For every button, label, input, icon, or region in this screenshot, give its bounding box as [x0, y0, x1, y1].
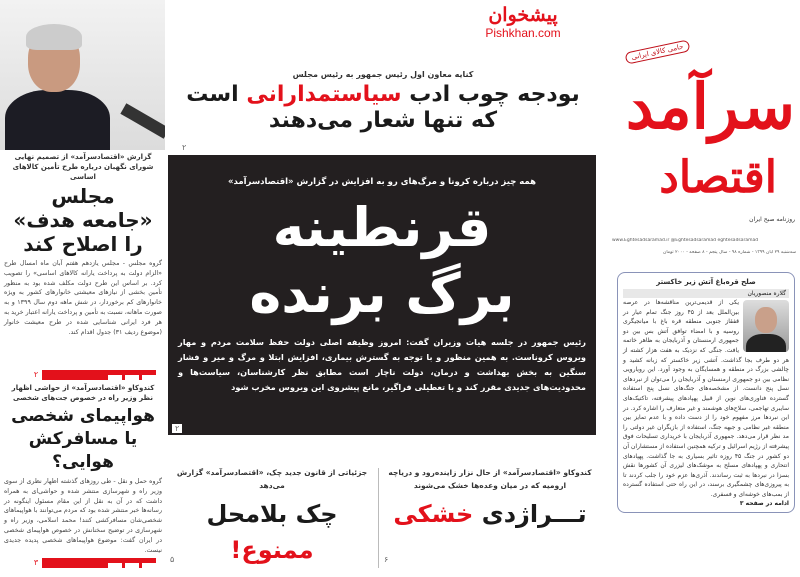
social-links: www.Eghtesadsaramad.ir @Eghtesadsaramad eghtesadsaramad [612, 238, 759, 243]
lead-headline[interactable]: بودجه چوب ادب سیاستمدارانی است [186, 82, 580, 107]
dateline: سه‌شنبه ۲۹ آبان ۱۳۹۹ - شماره ۹۸ - سال پنجم - ۸ صفحه - ۲۰۰۰ تومان [663, 250, 796, 255]
editorial-body: یکی از قدیمی‌ترین مناقشه‌ها در عرصه بین‌الملل بعد از ۴۵ روز جنگ تمام عیار در قفقاز جنوبی منطقه قره باغ با میانجیگری روسیه و با امضاء توافق آتش بس بین دو جمهوری ارمنستان و آذربایجان به ظاهر خاتمه یافت. جنگی که نزدیک به هفت هزار کشته از هر دو طرف بجا گذاشت. آتشی زیر خاکستر که زبانه کشید و چالشی بزرگ در منطقه و همسایگان به وجود آورد. این رویارویی نظامی بین دو جمهوری ارمنستان و آذربایجان را می‌توان از نبردهای نسل پنج دانست. از مشخصه‌های جنگ‌های نسل پنج استفاده گسترده فناوری‌های نوین از قبیل پهپادهای پیشرفته، تاکتیک‌های سایبری تهاجمی، سلاح‌های هوشمند و غیر متعارف را اشاره کرد. در این نبردها مرز مفهوم خود را از دست داده و با عدم تمایز بین منطقه غیر نظامی و جبهه جنگ، استفاده از بازیگران غیر دولتی را مد نظر قرار می‌دهد. جمهوری آذربایجان با خریداری تسلیحات فوق پیشرفته از رژیم اسرائیل و ترکیه همچنین استفاده از مستشاران آن دو کشور در جنگ ۴۵ روزه تاثیر بسیاری به جا گذاشت. پهپادهای انتحاری و پهپادهای مسلح به موشک‌های لیزری آن کشورها نقش بسزا در نبردها به ثبت رساندند. آذری‌ها عزم خود را جلب کردند تا به پیروزی‌های چشمگیری برسند، در این راه حتی استفاده گسترده از بمب‌های خوشه‌ای و فسفری. [623, 299, 789, 498]
main-story[interactable]: همه چیز درباره کرونا و مرگ‌های رو به افزایش در گزارش «اقتصادسرآمد» قرنطینه برگ برنده رئیس جمهور در جلسه هیات وزیران گفت: امروز وظیفه اصلی دولت حفظ سلامت مردم و مهار ویروس کروناست. به همین منظور و با توجه به گسترش بیماری، افزایش ابتلا و مرگ و میر و فشار سنگین به بخش بهداشت و درمان، دولت ناچار است مطابق نظر کارشناسان، سیاست‌ها و محدودیت‌های جدیدی مقرر کند و با تعطیلی فراگیر، مانع پیشروی این ویروس مخرب شود ۲ [168, 155, 596, 435]
lead-story[interactable]: کنایه معاون اول رئیس جمهور به رئیس مجلس بودجه چوب ادب سیاستمدارانی است که تنها شعار می‌دهند [168, 68, 598, 134]
author-photo [743, 300, 789, 352]
section-bar [30, 558, 156, 568]
politician-photo [0, 0, 165, 150]
article-drought[interactable]: کندوکاو «اقتصادسرآمد» از حال نزار زاینده‌رود و دریاچه ارومیه که در میان وعده‌ها خشک می‌شوند تـــراژدی خشکی [388, 468, 592, 528]
editorial-box[interactable]: صلح قره‌باغ آتش زیر خاکستر گلاره منصوریان یکی از قدیمی‌ترین مناقشه‌ها در عرصه بین‌الملل بعد از ۴۵ روز جنگ تمام عیار در قفقاز جنوبی منطقه قره باغ با میانجیگری روسیه و با امضاء توافق آتش بس بین دو جمهوری ارمنستان و آذربایجان به ظاهر خاتمه یافت. جنگی که نزدیک به هفت هزار کشته از هر دو طرف بجا گذاشت. آتشی زیر خاکستر که زبانه کشید و چالشی بزرگ در منطقه و همسایگان به وجود آورد. این رویارویی نظامی بین دو جمهوری ارمنستان و آذربایجان را می‌توان از نبردهای نسل پنج دانست. از مشخصه‌های جنگ‌های نسل پنج استفاده گسترده فناوری‌های نوین از قبیل پهپادهای پیشرفته، تاکتیک‌های سایبری تهاجمی، سلاح‌های هوشمند و غیر متعارف را اشاره کرد. در این نبردها مرز مفهوم خود را از دست داده و با عدم تمایز بین منطقه غیر نظامی و جبهه جنگ، استفاده از بازیگران غیر دولتی را مد نظر قرار می‌دهد. جمهوری آذربایجان با خریداری تسلیحات فوق پیشرفته از رژیم اسرائیل و ترکیه همچنین استفاده از مستشاران آن دو کشور در جنگ ۴۵ روزه تاثیر بسیاری به جا گذاشت. پهپادهای انتحاری و پهپادهای مسلح به موشک‌های لیزری آن کشورها نقش بسزا در نبردها به ثبت رساندند. آذری‌ها عزم خود را جلب کردند تا به پیروزی‌های چشمگیری برسند، در این راه حتی استفاده گسترده از بمب‌های خوشه‌ای و فسفری. ادامه در صفحه ۳ [617, 272, 795, 513]
slogan-badge: حامی کالای ایرانی [624, 39, 690, 64]
masthead-logo: حامی کالای ایرانی سرآمد اقتصاد روزنامه صبح ایران [605, 40, 795, 232]
section-bar [30, 370, 156, 380]
main-headline: قرنطینه [272, 196, 492, 259]
pishkhan-logo: پیشخوان Pishkhan.com [485, 4, 561, 40]
main-body: رئیس جمهور در جلسه هیات وزیران گفت: امروز وظیفه اصلی دولت حفظ سلامت مردم و مهار ویروس کروناست. به همین منظور و با توجه به گسترش بیماری، افزایش ابتلا و مرگ و میر و فشار سنگین به بخش بهداشت و درمان، دولت ناچار است مطابق نظر کارشناسان، سیاست‌ها و محدودیت‌های جدیدی مقرر کند و با تعطیلی فراگیر، مانع پیشروی این ویروس مخرب شود [178, 337, 586, 392]
article-private-jet[interactable]: کندوکاو «اقتصادسرآمد» از حواشی اظهار نظر وزیر راه در خصوص جت‌های شخصی هواپیمای شخصی یا مسافرکش هوایی؟ گروه حمل و نقل - طی روزهای گذشته اظهار نظری از سوی وزیر راه و شهرسازی منتشر شده و حواشی‌ای به همراه داشت که در آن به نقل از این مقام مسئول اینگونه در رسانه‌ها خبر منتشر شده بود که مردم می‌توانند با هواپیماهای شخصی‌شان مسافرکشی کنند! محمد اسلامی، وزیر راه و شهرسازی در توضیح سخنانش در خصوص هواپیمای شخصی در ایران گفت: موضوع هواپیماهای شخصی پدیده جدیدی نیست. [4, 384, 162, 554]
author-name: گلاره منصوریان [623, 289, 789, 298]
article-check[interactable]: جزئیاتی از قانون جدید چک، «اقتصادسرآمد» گزارش می‌دهد چک بلامحل ممنوع! [176, 468, 368, 564]
continue-link[interactable]: ادامه در صفحه ۳ [739, 500, 789, 508]
article-majlis[interactable]: گزارش «اقتصادسرآمد» از تصمیم نهایی شورای نگهبان درباره طرح تأمین کالاهای اساسی مجلس «جامعه هدف» را اصلاح کند گروه مجلس - مجلس یازدهم هفتم آبان ماه امسال طرح «الزام دولت به پرداخت یارانه کالاهای اساسی» را تصویب کرد. بر اساس این طرح دولت مکلف شده بود به منظور تأمین بخشی از نیازهای معیشتی خانوارهای کشور به ویژه خانوارهای کم برخوردار، در شش ماهه دوم سال ۱۳۹۹ و به صورت ماهانه، نسبت به تأمین و پرداخت یارانه اعتبار خرید به هر فرد ایرانی شناسایی شده در طرح معیشت خانوار (موضوع ردیف ۳۱) جدول اقدام کند. [4, 153, 162, 336]
column-divider [378, 468, 379, 568]
